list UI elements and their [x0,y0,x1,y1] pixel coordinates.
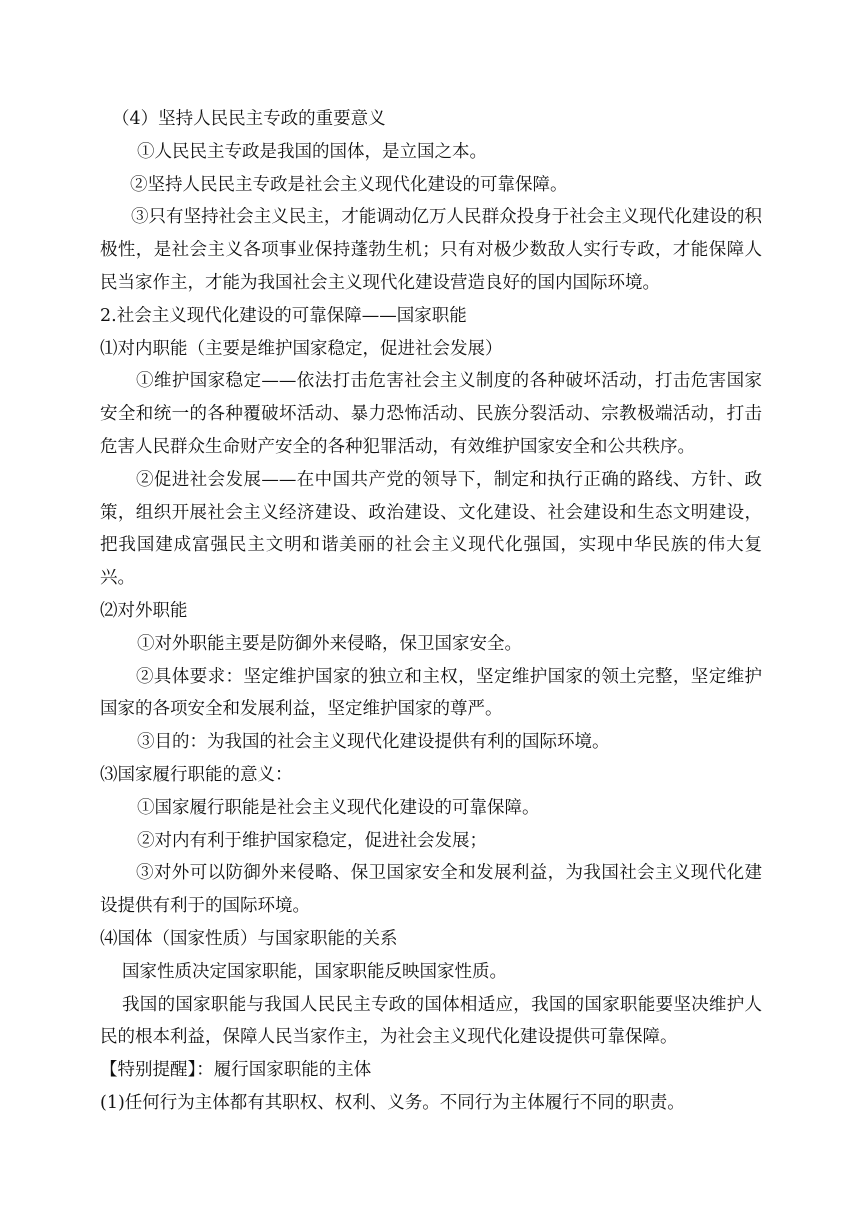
list-item: ①国家履行职能是社会主义现代化建设的可靠保障。 [137,797,540,818]
paragraph: ②促进社会发展——在中国共产党的领导下，制定和执行正确的路线、方针、政策，组织开展社会主义经济建设、政治建设、文化建设、社会建设和生态文明建设，把我国建成富强民主文明和谐美丽的社会主义现代化强国，实现中华民族的伟大复兴。 [100,469,762,589]
subheading-external-functions: ⑵对外职能 [100,600,188,621]
list-item: ②对内有利于维护国家稳定，促进社会发展； [137,830,487,851]
section-heading-state-functions: 2.社会主义现代化建设的可靠保障——国家职能 [100,305,467,326]
paragraph: 我国的国家职能与我国人民民主专政的国体相适应，我国的国家职能要坚决维护人民的根本利益，保障人民当家作主，为社会主义现代化建设提供可靠保障。 [100,994,762,1048]
list-item: ①人民民主专政是我国的国体，是立国之本。 [137,141,487,162]
document-body [100,103,762,1120]
paragraph: (1)任何行为主体都有其职权、权利、义务。不同行为主体履行不同的职责。 [100,1092,685,1113]
subheading-nature-and-functions: ⑷国体（国家性质）与国家职能的关系 [100,928,398,949]
paragraph: ②具体要求：坚定维护国家的独立和主权，坚定维护国家的领土完整，坚定维护国家的各项安全和发展利益，坚定维护国家的尊严。 [100,666,762,720]
special-reminder-heading: 【特别提醒】：履行国家职能的主体 [100,1060,372,1081]
subheading-significance-of-functions: ⑶国家履行职能的意义： [100,764,293,785]
paragraph: ③只有坚持社会主义民主，才能调动亿万人民群众投身于社会主义现代化建设的积极性，是社会主义各项事业保持蓬勃生机；只有对极少数敌人实行专政，才能保障人民当家作主，才能为我国社会主义现代化建设营造良好的国内国际环境。 [100,207,762,293]
list-item: ①对外职能主要是防御外来侵略，保卫国家安全。 [137,633,522,654]
paragraph: ①维护国家稳定——依法打击危害社会主义制度的各种破坏活动，打击危害国家安全和统一的各种覆破坏活动、暴力恐怖活动、民族分裂活动、宗教极端活动，打击危害人民群众生命财产安全的各种犯罪活动，有效维护国家安全和公共秩序。 [100,371,762,457]
section-heading-significance: （4）坚持人民民主专政的重要意义 [112,109,386,129]
paragraph: ③对外可以防御外来侵略、保卫国家安全和发展利益，为我国社会主义现代化建设提供有利于的国际环境。 [100,863,762,917]
list-item: ②坚持人民民主专政是社会主义现代化建设的可靠保障。 [130,174,568,195]
list-item: ③目的：为我国的社会主义现代化建设提供有利的国际环境。 [137,732,610,753]
subheading-internal-functions: ⑴对内职能（主要是维护国家稳定，促进社会发展） [100,338,503,359]
paragraph: 国家性质决定国家职能，国家职能反映国家性质。 [122,961,507,982]
